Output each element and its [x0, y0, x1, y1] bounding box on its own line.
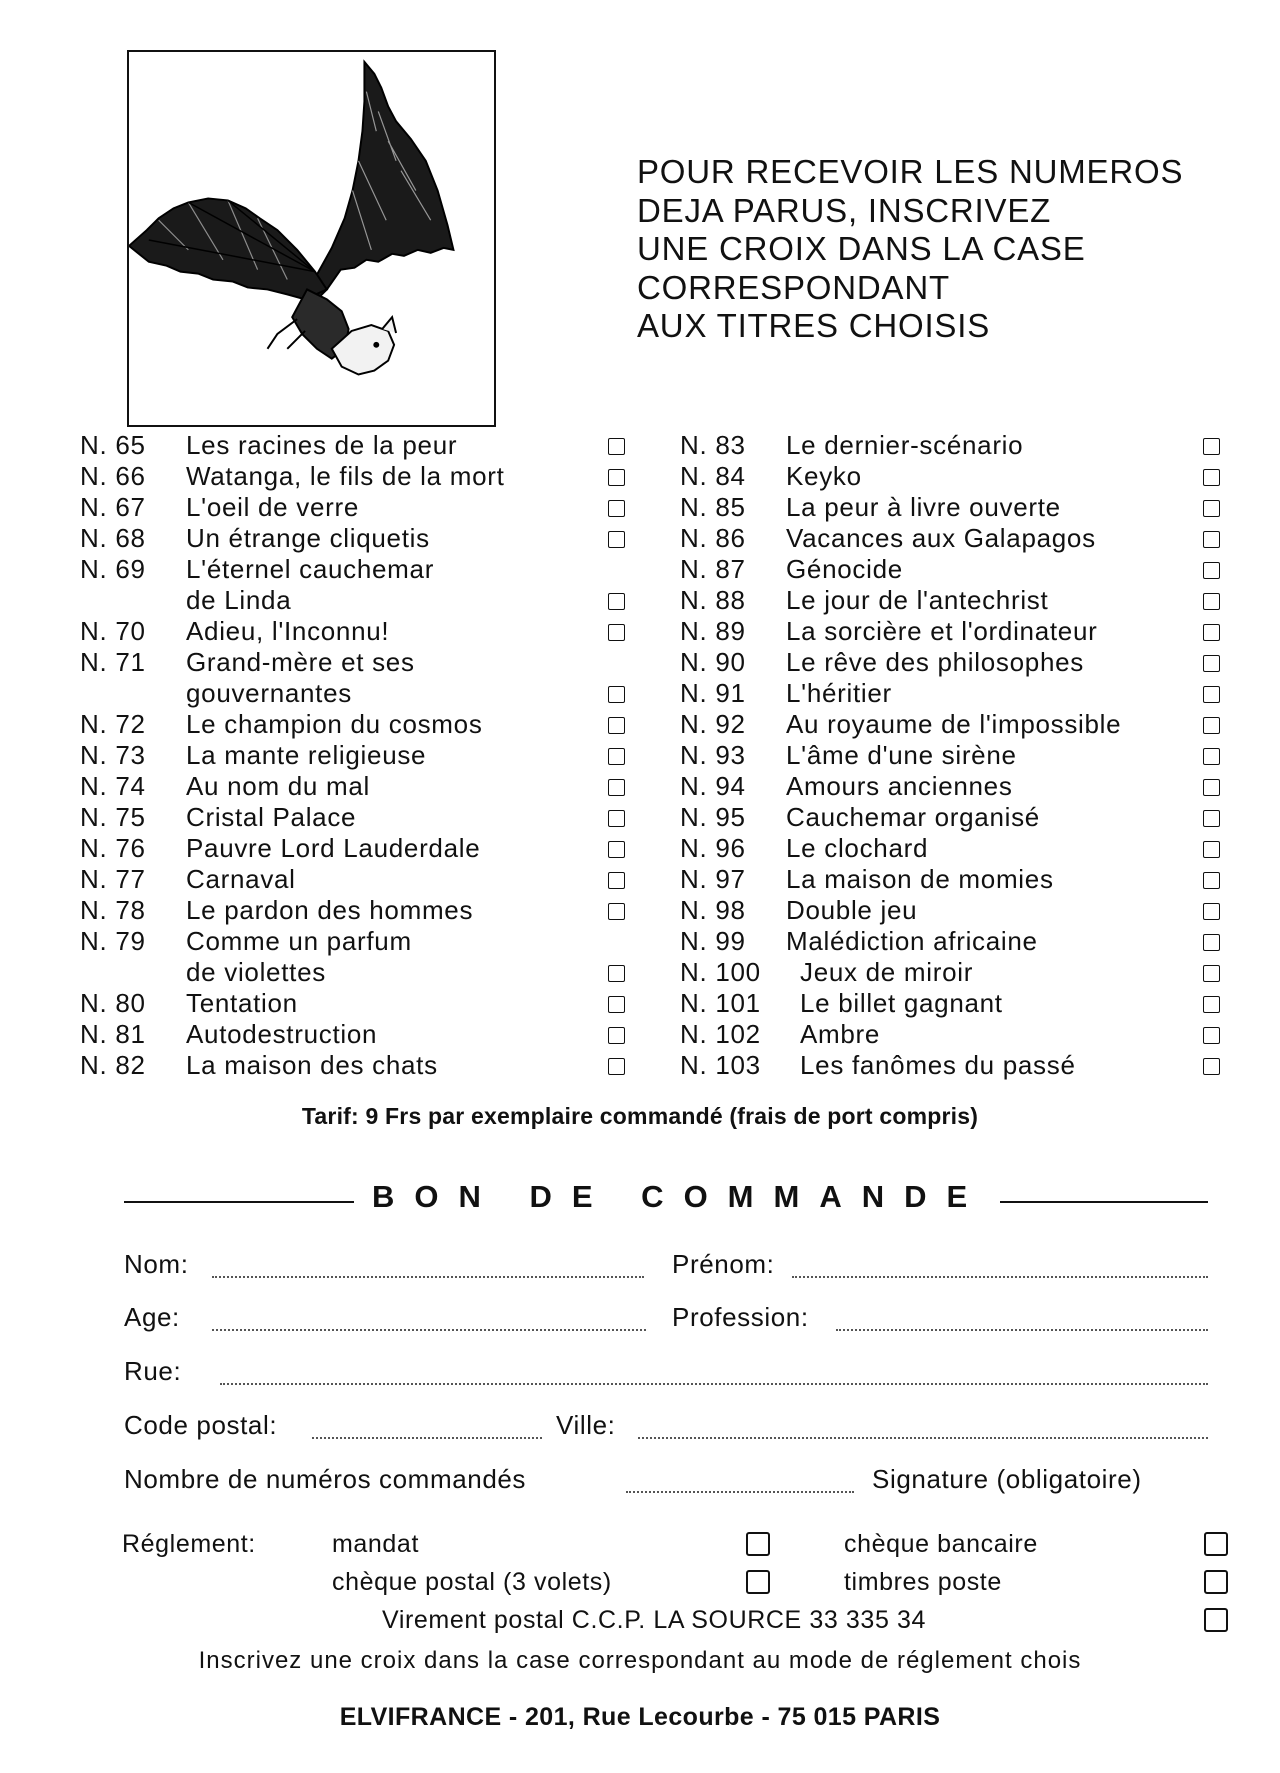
nom-label: Nom: — [124, 1249, 189, 1279]
issue-checkbox[interactable] — [1203, 562, 1220, 579]
issue-checkbox[interactable] — [1203, 500, 1220, 517]
issue-title: Au royaume de l'impossible — [786, 709, 1122, 739]
issue-checkbox[interactable] — [1203, 469, 1220, 486]
issue-number: N. 90 — [680, 647, 746, 677]
issue-row — [0, 430, 1280, 461]
issue-checkbox[interactable] — [1203, 593, 1220, 610]
issue-checkbox[interactable] — [1203, 1027, 1220, 1044]
intro-text — [637, 153, 1237, 346]
issue-checkbox[interactable] — [1203, 438, 1220, 455]
payment-cheque-bancaire-checkbox[interactable] — [1204, 1532, 1228, 1556]
issue-row — [0, 864, 1280, 895]
issue-number: N. 69 — [80, 554, 146, 584]
age-field[interactable] — [212, 1329, 646, 1331]
issue-title: Les racines de la peur — [186, 430, 458, 460]
issue-number: N. 79 — [80, 926, 146, 956]
age-label: Age: — [124, 1302, 180, 1332]
issue-number: N. 87 — [680, 554, 746, 584]
issue-number: N. 82 — [80, 1050, 146, 1080]
issue-title: Pauvre Lord Lauderdale — [186, 833, 481, 863]
issue-row — [0, 833, 1280, 864]
profession-field[interactable] — [836, 1329, 1208, 1331]
issue-row — [0, 678, 1280, 709]
ville-field[interactable] — [638, 1437, 1208, 1439]
issue-title: La sorcière et l'ordinateur — [786, 616, 1098, 646]
issue-title: Double jeu — [786, 895, 918, 925]
rue-field[interactable] — [220, 1383, 1208, 1385]
payment-timbres-checkbox[interactable] — [1204, 1570, 1228, 1594]
issue-number: N. 65 — [80, 430, 146, 460]
issue-number: N. 67 — [80, 492, 146, 522]
issue-title: La maison des chats — [186, 1050, 438, 1080]
issue-row — [0, 616, 1280, 647]
issue-number: N. 102 — [680, 1019, 761, 1049]
payment-mandat-checkbox[interactable] — [746, 1532, 770, 1556]
issue-title: Le champion du cosmos — [186, 709, 483, 739]
issue-title: Un étrange cliquetis — [186, 523, 430, 553]
issue-title: Tentation — [186, 988, 298, 1018]
issue-number: N. 73 — [80, 740, 146, 770]
issue-title: Le clochard — [786, 833, 929, 863]
issue-number: N. 80 — [80, 988, 146, 1018]
issue-title: Comme un parfum — [186, 926, 412, 956]
bat-icon — [129, 52, 494, 425]
payment-instruction: Inscrivez une croix dans la case correspondant au mode de réglement chois — [198, 1647, 1082, 1674]
issue-title: Amours anciennes — [786, 771, 1013, 801]
issue-title: Keyko — [786, 461, 862, 491]
intro-line-4: CORRESPONDANT — [637, 268, 950, 306]
issue-row — [0, 647, 1280, 678]
issue-title: Adieu, l'Inconnu! — [186, 616, 390, 646]
issue-row — [0, 957, 1280, 988]
signature-label: Signature (obligatoire) — [872, 1464, 1142, 1494]
issue-title: Vacances aux Galapagos — [786, 523, 1096, 553]
rue-label: Rue: — [124, 1356, 182, 1386]
issue-title: Carnaval — [186, 864, 296, 894]
issue-title: L'oeil de verre — [186, 492, 359, 522]
issue-checkbox[interactable] — [1203, 841, 1220, 858]
issue-number: N. 101 — [680, 988, 761, 1018]
issue-title-continued: gouvernantes — [186, 678, 352, 708]
issue-number: N. 68 — [80, 523, 146, 553]
issue-number: N. 97 — [680, 864, 746, 894]
payment-label: Réglement: — [122, 1530, 256, 1558]
issue-title: Grand-mère et ses — [186, 647, 415, 677]
issue-title: L'éternel cauchemar — [186, 554, 435, 584]
issue-number: N. 89 — [680, 616, 746, 646]
issue-title: Au nom du mal — [186, 771, 370, 801]
issue-checkbox[interactable] — [1203, 934, 1220, 951]
heading-rule-right — [1000, 1201, 1208, 1203]
issue-number: N. 75 — [80, 802, 146, 832]
issue-title: L'héritier — [786, 678, 892, 708]
issue-number: N. 77 — [80, 864, 146, 894]
issue-row — [0, 895, 1280, 926]
issue-checkbox[interactable] — [1203, 748, 1220, 765]
prenom-label: Prénom: — [672, 1249, 775, 1279]
issue-number: N. 70 — [80, 616, 146, 646]
issue-row — [0, 988, 1280, 1019]
code-postal-field[interactable] — [312, 1437, 542, 1439]
issue-number: N. 91 — [680, 678, 746, 708]
nombre-label: Nombre de numéros commandés — [124, 1464, 527, 1494]
intro-line-1: POUR RECEVOIR LES NUMEROS — [637, 153, 1184, 190]
issue-number: N. 94 — [680, 771, 746, 801]
bat-illustration-frame — [127, 50, 496, 427]
issue-title: Jeux de miroir — [800, 957, 974, 987]
issue-checkbox[interactable] — [1203, 810, 1220, 827]
issue-number: N. 83 — [680, 430, 746, 460]
payment-cheque-bancaire-label: chèque bancaire — [844, 1530, 1038, 1558]
issue-row — [0, 585, 1280, 616]
issue-number: N. 96 — [680, 833, 746, 863]
order-form-heading — [124, 1179, 1208, 1225]
issue-title-continued: de Linda — [186, 585, 292, 615]
intro-line-2: DEJA PARUS, INSCRIVEZ — [637, 191, 1052, 229]
issue-row — [0, 740, 1280, 771]
prenom-field[interactable] — [792, 1276, 1208, 1278]
issue-checkbox[interactable] — [1203, 1058, 1220, 1075]
issue-title: Autodestruction — [186, 1019, 378, 1049]
ville-label: Ville: — [556, 1410, 616, 1440]
publisher-address: ELVIFRANCE - 201, Rue Lecourbe - 75 015 PARIS — [339, 1703, 941, 1731]
issue-row — [0, 709, 1280, 740]
issue-row — [0, 492, 1280, 523]
payment-mandat-label: mandat — [332, 1530, 419, 1558]
nom-field[interactable] — [212, 1276, 644, 1278]
issue-title: Les fanômes du passé — [800, 1050, 1076, 1080]
issue-title: Le jour de l'antechrist — [786, 585, 1049, 615]
profession-label: Profession: — [672, 1302, 809, 1332]
payment-timbres-label: timbres poste — [844, 1568, 1002, 1596]
issue-checkbox[interactable] — [1203, 779, 1220, 796]
code-postal-label: Code postal: — [124, 1410, 278, 1440]
issue-number: N. 95 — [680, 802, 746, 832]
issue-number: N. 86 — [680, 523, 746, 553]
issue-title: Ambre — [800, 1019, 881, 1049]
issue-title: Le pardon des hommes — [186, 895, 474, 925]
issue-title: Génocide — [786, 554, 903, 584]
issue-number: N. 84 — [680, 461, 746, 491]
issue-title: Cristal Palace — [186, 802, 357, 832]
issue-title: Cauchemar organisé — [786, 802, 1040, 832]
issue-checkbox[interactable] — [1203, 903, 1220, 920]
issue-checkbox[interactable] — [1203, 686, 1220, 703]
issue-title: La mante religieuse — [186, 740, 427, 770]
issue-checkbox[interactable] — [1203, 996, 1220, 1013]
intro-line-5: AUX TITRES CHOISIS — [637, 307, 991, 344]
issue-title: Le rêve des philosophes — [786, 647, 1084, 677]
issue-checkbox[interactable] — [1203, 965, 1220, 982]
issue-number: N. 103 — [680, 1050, 761, 1080]
issue-checkbox[interactable] — [1203, 624, 1220, 641]
nombre-field[interactable] — [626, 1491, 854, 1493]
issue-number: N. 71 — [80, 647, 146, 677]
issue-number: N. 85 — [680, 492, 746, 522]
issue-row — [0, 771, 1280, 802]
issue-checkbox[interactable] — [1203, 531, 1220, 548]
issue-number: N. 93 — [680, 740, 746, 770]
issue-row — [0, 554, 1280, 585]
payment-virement-label: Virement postal C.C.P. LA SOURCE 33 335 34 — [382, 1606, 926, 1634]
order-form-title: BON DE COMMANDE — [372, 1179, 988, 1214]
payment-cheque-postal-checkbox[interactable] — [746, 1570, 770, 1594]
issue-row — [0, 461, 1280, 492]
issue-number: N. 92 — [680, 709, 746, 739]
issue-row — [0, 802, 1280, 833]
issue-row — [0, 926, 1280, 957]
issue-number: N. 88 — [680, 585, 746, 615]
issue-title: La maison de momies — [786, 864, 1054, 894]
issue-title: La peur à livre ouverte — [786, 492, 1061, 522]
payment-virement-checkbox[interactable] — [1204, 1608, 1228, 1632]
issue-number: N. 74 — [80, 771, 146, 801]
issue-number: N. 78 — [80, 895, 146, 925]
issue-checkbox[interactable] — [1203, 717, 1220, 734]
issue-row — [0, 1019, 1280, 1050]
issue-number: N. 66 — [80, 461, 146, 491]
issue-row — [0, 523, 1280, 554]
issue-title-continued: de violettes — [186, 957, 326, 987]
issue-title: Le billet gagnant — [800, 988, 1003, 1018]
issue-title: Malédiction africaine — [786, 926, 1038, 956]
issue-checkbox[interactable] — [1203, 655, 1220, 672]
heading-rule-left — [124, 1201, 354, 1203]
payment-cheque-postal-label: chèque postal (3 volets) — [332, 1568, 612, 1596]
intro-line-3: UNE CROIX DANS LA CASE — [637, 230, 1086, 267]
issue-number: N. 99 — [680, 926, 746, 956]
issue-number: N. 98 — [680, 895, 746, 925]
issue-number: N. 76 — [80, 833, 146, 863]
issue-title: Watanga, le fils de la mort — [186, 461, 505, 491]
issue-number: N. 72 — [80, 709, 146, 739]
issue-row — [0, 1050, 1280, 1081]
issue-number: N. 81 — [80, 1019, 146, 1049]
issue-title: L'âme d'une sirène — [786, 740, 1017, 770]
issue-number: N. 100 — [680, 957, 761, 987]
issue-checkbox[interactable] — [1203, 872, 1220, 889]
issue-title: Le dernier-scénario — [786, 430, 1024, 460]
tariff-text: Tarif: 9 Frs par exemplaire commandé (frais de port compris) — [301, 1103, 979, 1129]
